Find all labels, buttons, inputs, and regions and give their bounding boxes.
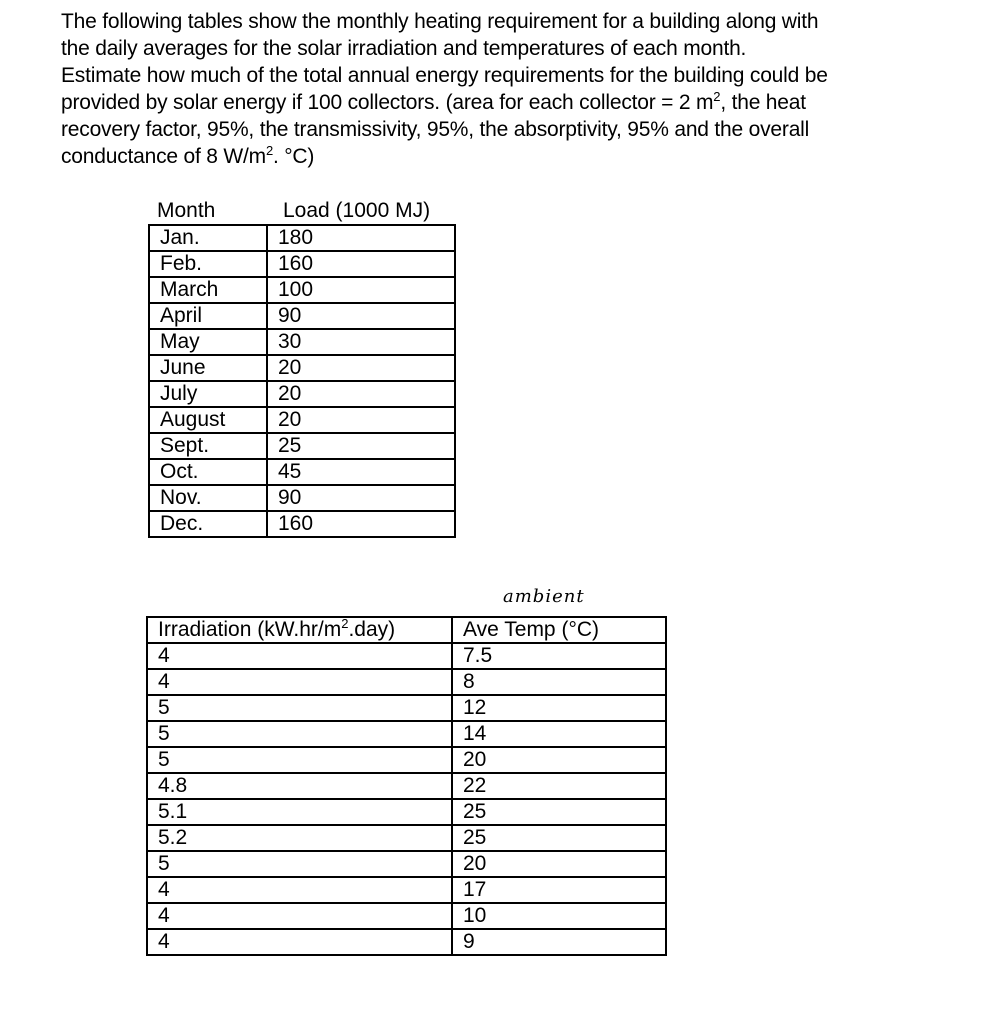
text: conductance of 8 W/m — [61, 145, 266, 168]
climate-table — [146, 616, 667, 956]
table-row — [149, 433, 455, 459]
load-cell: 160 — [267, 251, 455, 277]
month-cell: March — [149, 277, 267, 303]
load-cell: 30 — [267, 329, 455, 355]
load-cell: 160 — [267, 511, 455, 537]
table-header-row — [147, 617, 666, 643]
month-cell: Feb. — [149, 251, 267, 277]
text: provided by solar energy if 100 collectors. (area for each collector = 2 m — [61, 91, 714, 114]
temp-cell: 7.5 — [452, 643, 666, 669]
table-row — [147, 643, 666, 669]
irradiation-cell: 4 — [147, 929, 452, 955]
irradiation-cell: 4 — [147, 643, 452, 669]
temp-cell: 22 — [452, 773, 666, 799]
month-cell: August — [149, 407, 267, 433]
load-cell: 45 — [267, 459, 455, 485]
month-cell: Jan. — [149, 225, 267, 251]
header-month: Month — [157, 199, 216, 222]
temp-cell: 20 — [452, 747, 666, 773]
month-cell: July — [149, 381, 267, 407]
table-row — [149, 485, 455, 511]
superscript: 2 — [265, 143, 273, 158]
load-cell: 90 — [267, 303, 455, 329]
superscript: 2 — [713, 89, 721, 104]
temp-cell: 14 — [452, 721, 666, 747]
load-cell: 90 — [267, 485, 455, 511]
table-row — [149, 355, 455, 381]
month-cell: Dec. — [149, 511, 267, 537]
header-load: Load (1000 MJ) — [283, 199, 431, 222]
table-row — [147, 929, 666, 955]
load-cell: 20 — [267, 355, 455, 381]
table-row — [147, 799, 666, 825]
temp-cell: 10 — [452, 903, 666, 929]
table-row — [149, 329, 455, 355]
temp-cell: 9 — [452, 929, 666, 955]
problem-line — [61, 89, 961, 116]
table-row — [149, 225, 455, 251]
month-cell: May — [149, 329, 267, 355]
table-row — [147, 747, 666, 773]
load-cell: 20 — [267, 407, 455, 433]
table-row — [147, 669, 666, 695]
month-cell: Sept. — [149, 433, 267, 459]
temp-cell: 17 — [452, 877, 666, 903]
table-row — [149, 459, 455, 485]
irradiation-cell: 5 — [147, 695, 452, 721]
table-row — [149, 381, 455, 407]
table-row — [149, 303, 455, 329]
irradiation-cell: 5 — [147, 851, 452, 877]
text: .day) — [348, 618, 396, 641]
text: . °C) — [272, 145, 315, 168]
temp-cell: 12 — [452, 695, 666, 721]
table-row — [147, 721, 666, 747]
table-row — [147, 825, 666, 851]
irradiation-cell: 4 — [147, 903, 452, 929]
month-cell: April — [149, 303, 267, 329]
table-row — [147, 851, 666, 877]
problem-line: recovery factor, 95%, the transmissivity, 95%, the absorptivity, 95% and the overall — [61, 118, 810, 141]
irradiation-cell: 4 — [147, 877, 452, 903]
table-row — [147, 877, 666, 903]
load-cell: 20 — [267, 381, 455, 407]
irradiation-cell: 5.1 — [147, 799, 452, 825]
temp-cell: 25 — [452, 825, 666, 851]
temp-cell: 25 — [452, 799, 666, 825]
problem-line: The following tables show the monthly heating requirement for a building along with — [61, 10, 819, 33]
month-cell: Oct. — [149, 459, 267, 485]
month-cell: Nov. — [149, 485, 267, 511]
table-row — [147, 773, 666, 799]
table-row — [149, 511, 455, 537]
load-table — [148, 224, 456, 538]
load-cell: 180 — [267, 225, 455, 251]
header-temp: Ave Temp (°C) — [452, 617, 666, 643]
load-cell: 25 — [267, 433, 455, 459]
temp-cell: 20 — [452, 851, 666, 877]
superscript: 2 — [341, 616, 349, 631]
table-row — [149, 251, 455, 277]
problem-line: the daily averages for the solar irradiation and temperatures of each month. — [61, 37, 747, 60]
irradiation-cell: 4 — [147, 669, 452, 695]
month-cell: June — [149, 355, 267, 381]
load-cell: 100 — [267, 277, 455, 303]
table-row — [149, 407, 455, 433]
table-row — [149, 277, 455, 303]
problem-statement — [61, 8, 961, 170]
header-irradiation — [147, 617, 452, 643]
problem-line: Estimate how much of the total annual energy requirements for the building could be — [61, 64, 828, 87]
irradiation-cell: 5 — [147, 721, 452, 747]
temp-cell: 8 — [452, 669, 666, 695]
text: , the heat — [720, 91, 806, 114]
text: Irradiation (kW.hr/m — [158, 618, 342, 641]
irradiation-cell: 5 — [147, 747, 452, 773]
handwritten-annotation: ambient — [503, 586, 585, 607]
problem-line — [61, 143, 961, 170]
table-row — [147, 903, 666, 929]
table-row — [147, 695, 666, 721]
irradiation-cell: 4.8 — [147, 773, 452, 799]
irradiation-cell: 5.2 — [147, 825, 452, 851]
